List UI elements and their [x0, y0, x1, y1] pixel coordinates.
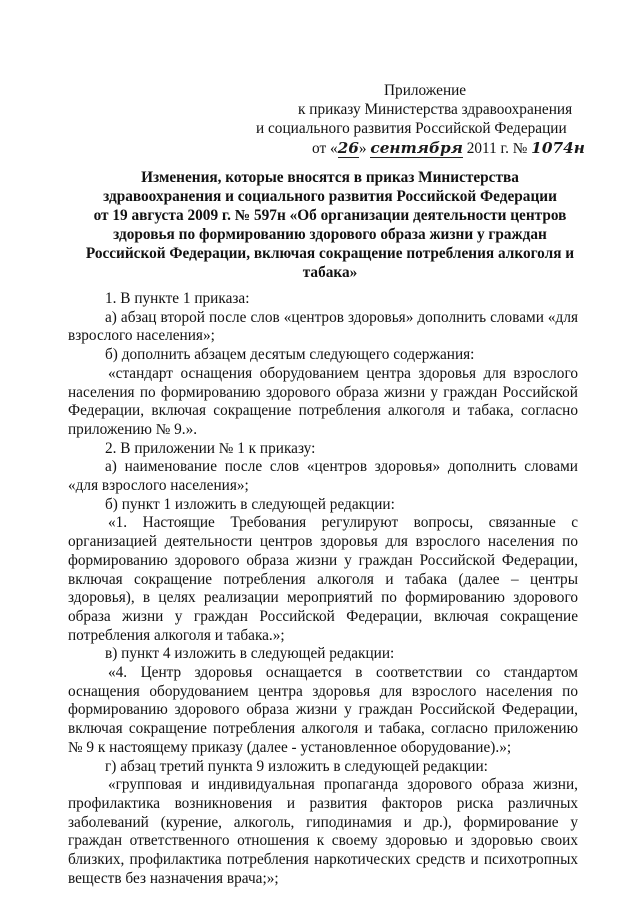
paragraph-item-2c: в) пункт 4 изложить в следующей редакции:: [105, 645, 395, 663]
title-line: здравоохранения и социального развития Российской Федерации: [103, 188, 557, 205]
handwritten-order-number: 1074н: [531, 139, 585, 157]
paragraph-item-2: 2. В приложении № 1 к приказу:: [105, 439, 316, 457]
appendix-label: Приложение: [384, 82, 467, 99]
paragraph-quote-standard: «стандарт оснащения оборудованием центра здоровья для взрослого населения по формированию здорового образа жизни у граждан Российской Федерации, включая сокращение потребления алкоголя и табака, согласно приложению № 9.».: [68, 364, 578, 438]
date-year: 2011 г. №: [462, 140, 532, 157]
appendix-ministry-line: и социального развития Российской Федерации: [256, 120, 567, 137]
handwritten-month: сентября: [370, 139, 463, 157]
paragraph-item-1b: б) дополнить абзацем десятым следующего содержания:: [105, 346, 475, 364]
document-body: [68, 290, 578, 889]
title-line: табака»: [302, 264, 358, 281]
paragraph-quote-point-4: «4. Центр здоровья оснащается в соответствии со стандартом оснащения оборудованием центра здоровья для взрослого населения по формированию здорового образа жизни у граждан Российской Федерации, включая сокращение потребления алкоголя и табака, согласно приложению № 9 к настоящему приказу (далее - установленное оборудование).»;: [68, 664, 578, 756]
date-mid: »: [358, 140, 371, 157]
paragraph-item-1: 1. В пункте 1 приказа:: [105, 290, 250, 307]
appendix-order-line: к приказу Министерства здравоохранения: [298, 101, 573, 118]
paragraph-quote-point-9: «групповая и индивидуальная пропаганда здорового образа жизни, профилактика возникновения и развития факторов риска различных заболеваний (курение, алкоголь, гиподинамия и др.), формирование у граждан ответственного отношения к своему здоровью и здоровью своих близких, профилактика потребления наркотических средств и психотропных веществ без назначения врача;»;: [68, 776, 578, 887]
title-line: Изменения, которые вносятся в приказ Министерства: [141, 169, 519, 186]
document-title: [70, 168, 590, 282]
title-line: Российской Федерации, включая сокращение потребления алкоголя и: [85, 245, 575, 262]
title-line: от 19 августа 2009 г. № 597н «Об организации деятельности центров: [93, 207, 567, 224]
paragraph-item-1a: а) абзац второй после слов «центров здоровья» дополнить словами «для взрослого населения»;: [68, 308, 578, 345]
paragraph-quote-point-1: «1. Настоящие Требования регулируют вопросы, связанные с организацией деятельности центров здоровья для взрослого населения по формированию здорового образа жизни у граждан Российской Федерации, включая сокращение потребления алкоголя и табака (далее – центры здоровья), в целях реализации мероприятий по формированию здорового образа жизни у граждан Российской Федерации, включая сокращение потребления алкоголя и табака.»;: [68, 514, 578, 644]
paragraph-item-2b: б) пункт 1 изложить в следующей редакции:: [105, 495, 395, 513]
paragraph-item-2d: г) абзац третий пункта 9 изложить в следующей редакции:: [105, 757, 488, 775]
order-date-line: [312, 139, 585, 158]
date-prefix: от «: [312, 140, 338, 157]
handwritten-day: 26: [337, 139, 359, 157]
title-line: здоровья по формированию здорового образа жизни у граждан: [113, 226, 547, 243]
paragraph-item-2a: а) наименование после слов «центров здоровья» дополнить словами «для взрослого населения»;: [68, 458, 578, 495]
